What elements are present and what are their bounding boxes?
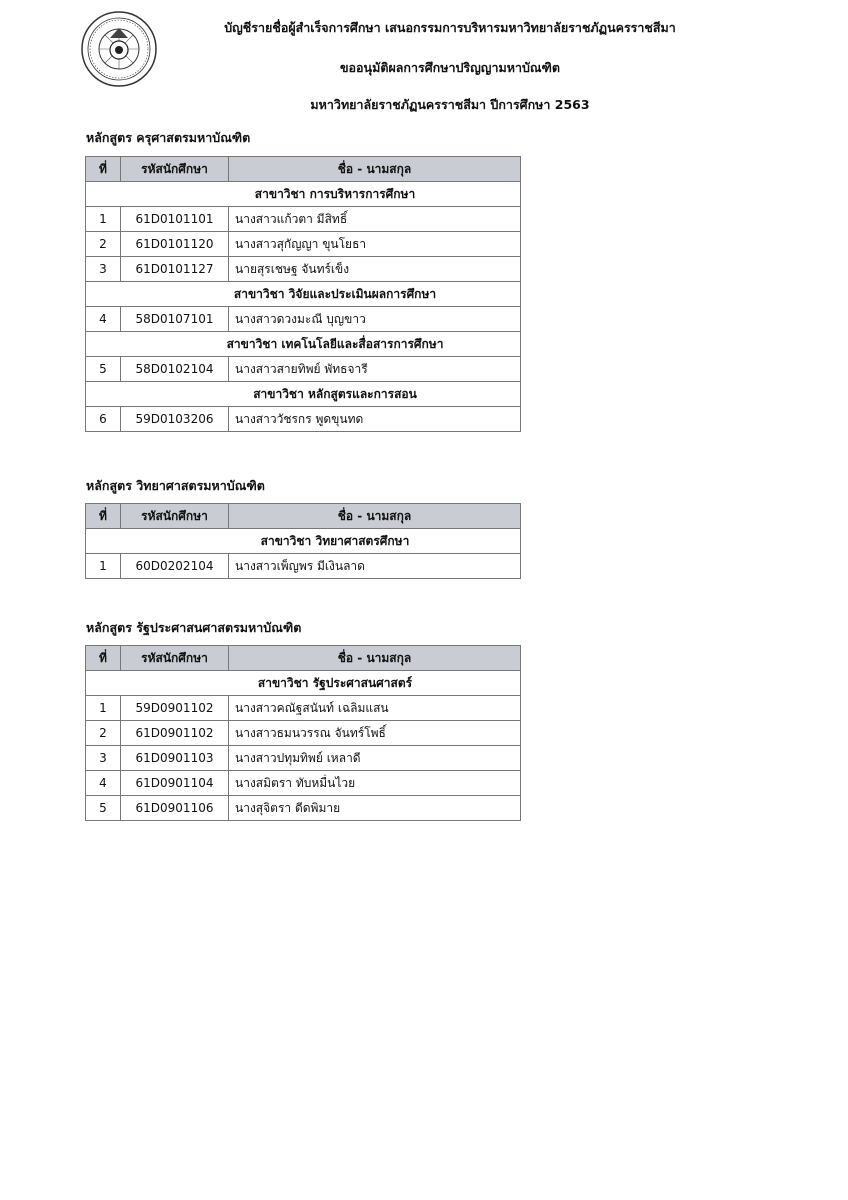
row-no: 4 — [86, 771, 121, 796]
student-code: 61D0901102 — [121, 721, 229, 746]
student-name: นางสาวปทุมทิพย์ เหลาดี — [229, 746, 521, 771]
table-header-row — [86, 646, 521, 671]
student-code: 60D0202104 — [121, 554, 229, 579]
column-header-name: ชื่อ - นามสกุล — [229, 646, 521, 671]
university-seal-logo — [80, 10, 158, 88]
column-header-name: ชื่อ - นามสกุล — [229, 504, 521, 529]
student-name: นางสมิตรา ทับหมื่นไวย — [229, 771, 521, 796]
program-title: หลักสูตร รัฐประศาสนศาสตรมหาบัณฑิต — [86, 620, 302, 635]
major-row — [86, 282, 521, 307]
table-row — [86, 207, 521, 232]
student-code: 59D0901102 — [121, 696, 229, 721]
row-no: 1 — [86, 207, 121, 232]
student-code: 58D0107101 — [121, 307, 229, 332]
row-no: 6 — [86, 407, 121, 432]
major-row — [86, 182, 521, 207]
student-code: 61D0901104 — [121, 771, 229, 796]
header-subtitle: ขออนุมัติผลการศึกษาปริญญามหาบัณฑิต — [339, 60, 560, 75]
program-title: หลักสูตร วิทยาศาสตรมหาบัณฑิต — [86, 478, 265, 493]
header-academic-year: มหาวิทยาลัยราชภัฏนครราชสีมา ปีการศึกษา 2563 — [310, 97, 590, 112]
table-header-row — [86, 157, 521, 182]
student-code: 61D0901103 — [121, 746, 229, 771]
student-table — [85, 645, 521, 821]
column-header-code: รหัสนักศึกษา — [121, 157, 229, 182]
student-name: นางสาวคณัฐสนันท์ เฉลิมแสน — [229, 696, 521, 721]
major-name: สาขาวิชา วิทยาศาสตรศึกษา — [86, 529, 521, 554]
row-no: 2 — [86, 721, 121, 746]
column-header-no: ที่ — [86, 646, 121, 671]
table-row — [86, 357, 521, 382]
table-row — [86, 307, 521, 332]
student-name: นางสาวสุกัญญา ขุนโยธา — [229, 232, 521, 257]
row-no: 1 — [86, 696, 121, 721]
table-header-row — [86, 504, 521, 529]
student-table — [85, 156, 521, 432]
table-row — [86, 554, 521, 579]
row-no: 3 — [86, 257, 121, 282]
major-row — [86, 671, 521, 696]
student-name: นางสาวธมนวรรณ จันทร์โพธิ์ — [229, 721, 521, 746]
student-code: 61D0101101 — [121, 207, 229, 232]
row-no: 2 — [86, 232, 121, 257]
program-title: หลักสูตร ครุศาสตรมหาบัณฑิต — [86, 130, 251, 145]
major-row — [86, 332, 521, 357]
student-name: นางสาวแก้วตา มีสิทธิ์ — [229, 207, 521, 232]
table-row — [86, 407, 521, 432]
student-name: นายสุรเชษฐ จันทร์เข็ง — [229, 257, 521, 282]
column-header-name: ชื่อ - นามสกุล — [229, 157, 521, 182]
student-name: นางสาวเพ็ญพร มีเงินลาด — [229, 554, 521, 579]
row-no: 5 — [86, 357, 121, 382]
student-code: 61D0101120 — [121, 232, 229, 257]
major-name: สาขาวิชา วิจัยและประเมินผลการศึกษา — [86, 282, 521, 307]
row-no: 4 — [86, 307, 121, 332]
student-code: 58D0102104 — [121, 357, 229, 382]
student-code: 61D0101127 — [121, 257, 229, 282]
column-header-code: รหัสนักศึกษา — [121, 646, 229, 671]
table-row — [86, 796, 521, 821]
header-title: บัญชีรายชื่อผู้สำเร็จการศึกษา เสนอกรรมการบริหารมหาวิทยาลัยราชภัฏนครราชสีมา — [224, 20, 676, 35]
table-row — [86, 746, 521, 771]
major-name: สาขาวิชา รัฐประศาสนศาสตร์ — [86, 671, 521, 696]
student-table — [85, 503, 521, 579]
student-name: นางสาววัชรกร พูดขุนทด — [229, 407, 521, 432]
table-row — [86, 232, 521, 257]
table-row — [86, 721, 521, 746]
student-code: 59D0103206 — [121, 407, 229, 432]
major-row — [86, 529, 521, 554]
table-row — [86, 257, 521, 282]
row-no: 1 — [86, 554, 121, 579]
major-name: สาขาวิชา เทคโนโลยีและสื่อสารการศึกษา — [86, 332, 521, 357]
major-name: สาขาวิชา การบริหารการศึกษา — [86, 182, 521, 207]
row-no: 5 — [86, 796, 121, 821]
student-code: 61D0901106 — [121, 796, 229, 821]
student-name: นางสุจิตรา ดีดพิมาย — [229, 796, 521, 821]
column-header-code: รหัสนักศึกษา — [121, 504, 229, 529]
student-name: นางสาวดวงมะณี บุญขาว — [229, 307, 521, 332]
major-row — [86, 382, 521, 407]
table-row — [86, 771, 521, 796]
major-name: สาขาวิชา หลักสูตรและการสอน — [86, 382, 521, 407]
column-header-no: ที่ — [86, 504, 121, 529]
table-row — [86, 696, 521, 721]
student-name: นางสาวสายทิพย์ พัทธจารี — [229, 357, 521, 382]
column-header-no: ที่ — [86, 157, 121, 182]
row-no: 3 — [86, 746, 121, 771]
